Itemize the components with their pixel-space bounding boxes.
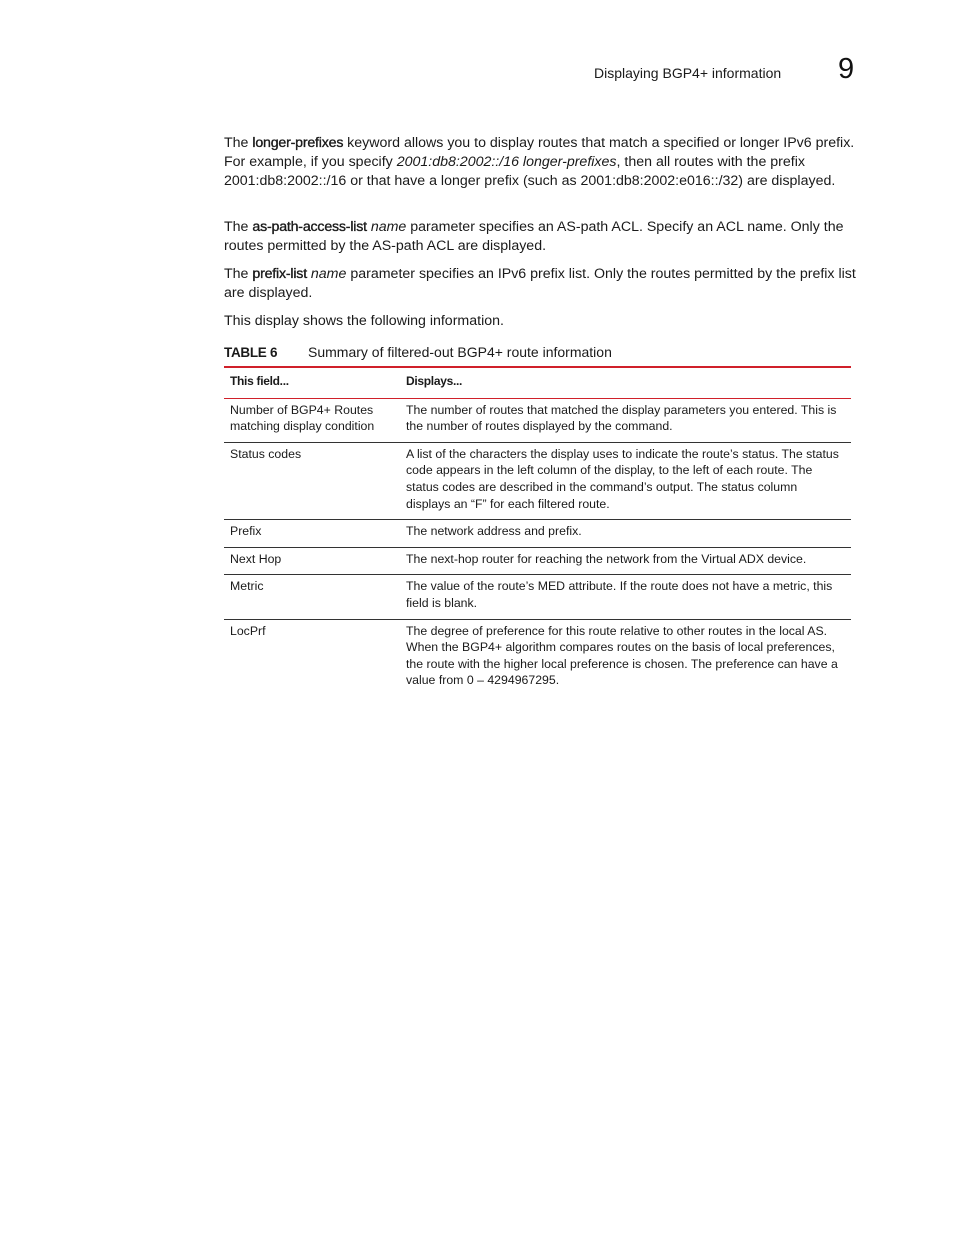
table-header-row (224, 367, 851, 398)
paragraph-longer-prefixes (224, 134, 866, 191)
text: parameter specifies an IPv6 prefix list. Only the routes permitted by the prefix list are displayed. (224, 266, 856, 301)
description-cell: The network address and prefix. (400, 520, 851, 548)
field-cell: Number of BGP4+ Routes matching display condition (224, 398, 400, 442)
field-cell: Prefix (224, 520, 400, 548)
table-row (224, 520, 851, 548)
text: keyword allows you to display routes that match a specified or longer IPv6 prefix. For example, if you specify (224, 135, 855, 170)
text: parameter specifies an AS-path ACL. Specify an ACL name. Only the routes permitted by the AS-path ACL are displayed. (224, 219, 844, 254)
description-cell: The degree of preference for this route relative to other routes in the local AS. When the BGP4+ algorithm compares routes on the basis of local preferences, the route with the higher local preference is chosen. The preference can have a value from 0 – 4294967295. (406, 623, 838, 688)
keyword-prefix-list: prefix-list (252, 266, 307, 282)
description-cell: A list of the characters the display uses to indicate the route’s status. The status code appears in the left column of the display, to the left of each route. The status codes are described in the command’s output. The status column displays an “F” for each filtered route. (400, 442, 851, 519)
column-header-displays: Displays... (400, 367, 851, 398)
table-caption (224, 344, 612, 360)
description-cell: The next-hop router for reaching the network from the Virtual ADX device. (400, 547, 851, 575)
table-row (224, 575, 851, 619)
chapter-number: 9 (838, 53, 855, 85)
field-cell: Next Hop (224, 547, 400, 575)
keyword-longer-prefixes: longer-prefixes (252, 135, 344, 151)
filtered-routes-table (224, 366, 851, 696)
italic-example: 2001:db8:2002::/16 longer-prefixes (396, 154, 617, 170)
running-header-title: Displaying BGP4+ information (594, 65, 782, 81)
table-label: TABLE 6 (224, 345, 278, 360)
paragraph-display-info: This display shows the following information. (224, 313, 504, 329)
text: The (224, 219, 253, 235)
description-cell: The value of the route’s MED attribute. If the route does not have a metric, this field is blank. (400, 575, 851, 619)
field-cell: LocPrf (230, 623, 266, 638)
table-row (224, 398, 851, 442)
table-row (224, 442, 851, 519)
keyword-as-path-access-list: as-path-access-list (252, 219, 367, 235)
table-caption-text: Summary of filtered-out BGP4+ route information (308, 344, 612, 360)
table-row (224, 619, 851, 696)
paragraph-as-path-access-list (224, 218, 866, 256)
table-row (224, 547, 851, 575)
column-header-field: This field... (224, 367, 400, 398)
paragraph-prefix-list (224, 265, 866, 303)
text: The (224, 135, 253, 151)
field-cell: Metric (224, 575, 400, 619)
text: The (224, 266, 253, 282)
field-cell: Status codes (224, 442, 400, 519)
italic-name: name (370, 219, 407, 235)
text: , then all routes with the prefix 2001:db8:2002::/16 or that have a longer prefix (such as 2001:db8:2002:e016::/32) are displayed. (224, 154, 836, 189)
description-cell: The number of routes that matched the display parameters you entered. This is the number of routes displayed by the command. (400, 398, 851, 442)
italic-name: name (310, 266, 347, 282)
